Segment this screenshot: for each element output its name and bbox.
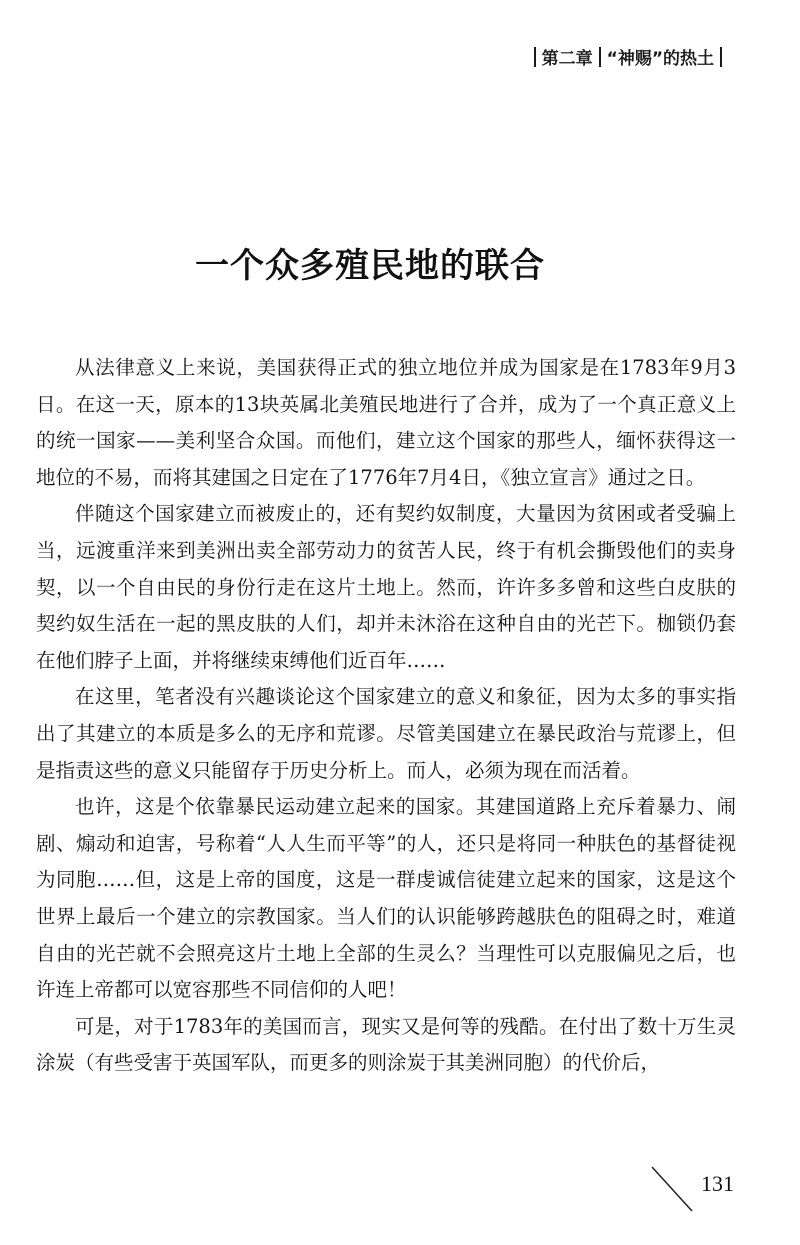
- header-divider: [599, 47, 601, 67]
- paragraph: 也许，这是个依靠暴民运动建立起来的国家。其建国道路上充斥着暴力、闹剧、煽动和迫害，号称着“人人生而平等”的人，还只是将同一种肤色的基督徒视为同胞……但，这是上帝的国度，这是一群虔诚信徒建立起来的国家，这是这个世界上最后一个建立的宗教国家。当人们的认识能够跨越肤色的阻碍之时，难道自由的光芒就不会照亮这片土地上全部的生灵么？当理性可以克服偏见之后，也许连上帝都可以宽容那些不同信仰的人吧！: [36, 795, 736, 1002]
- paragraph: 从法律意义上来说，美国获得正式的独立地位并成为国家是在1783年9月3日。在这一天，原本的13块英属北美殖民地进行了合并，成为了一个真正意义上的统一国家——美利坚合众国。而他们，建立这个国家的那些人，缅怀获得这一地位的不易，而将其建国之日定在了1776年7月4日，《独立宣言》通过之日。: [36, 356, 736, 489]
- page-number: 131: [701, 1171, 734, 1196]
- running-header: [528, 44, 728, 69]
- body-text: [36, 350, 736, 1082]
- section-title: 一个众多殖民地的联合: [195, 246, 545, 286]
- paragraph: 可是，对于1783年的美国而言，现实又是何等的残酷。在付出了数十万生灵涂炭（有些受害于英国军队，而更多的则涂炭于其美洲同胞）的代价后，: [36, 1014, 736, 1075]
- header-divider: [534, 47, 536, 67]
- header-chapter: 第二章: [541, 49, 593, 69]
- header-divider: [720, 47, 722, 67]
- page-number-block: [650, 1165, 740, 1215]
- paragraph: 在这里，笔者没有兴趣谈论这个国家建立的意义和象征，因为太多的事实指出了其建立的本质是多么的无序和荒谬。尽管美国建立在暴民政治与荒谬上，但是指责这些的意义只能留存于历史分析上。而人，必须为现在而活着。: [36, 685, 736, 782]
- paragraph: 伴随这个国家建立而被废止的，还有契约奴制度，大量因为贫困或者受骗上当，远渡重洋来到美洲出卖全部劳动力的贫苦人民，终于有机会撕毁他们的卖身契，以一个自由民的身份行走在这片土地上。然而，许许多多曾和这些白皮肤的契约奴生活在一起的黑皮肤的人们，却并未沐浴在这种自由的光芒下。枷锁仍套在他们脖子上面，并将继续束缚他们近百年……: [36, 502, 736, 672]
- header-section: “神赐”的热土: [606, 49, 714, 69]
